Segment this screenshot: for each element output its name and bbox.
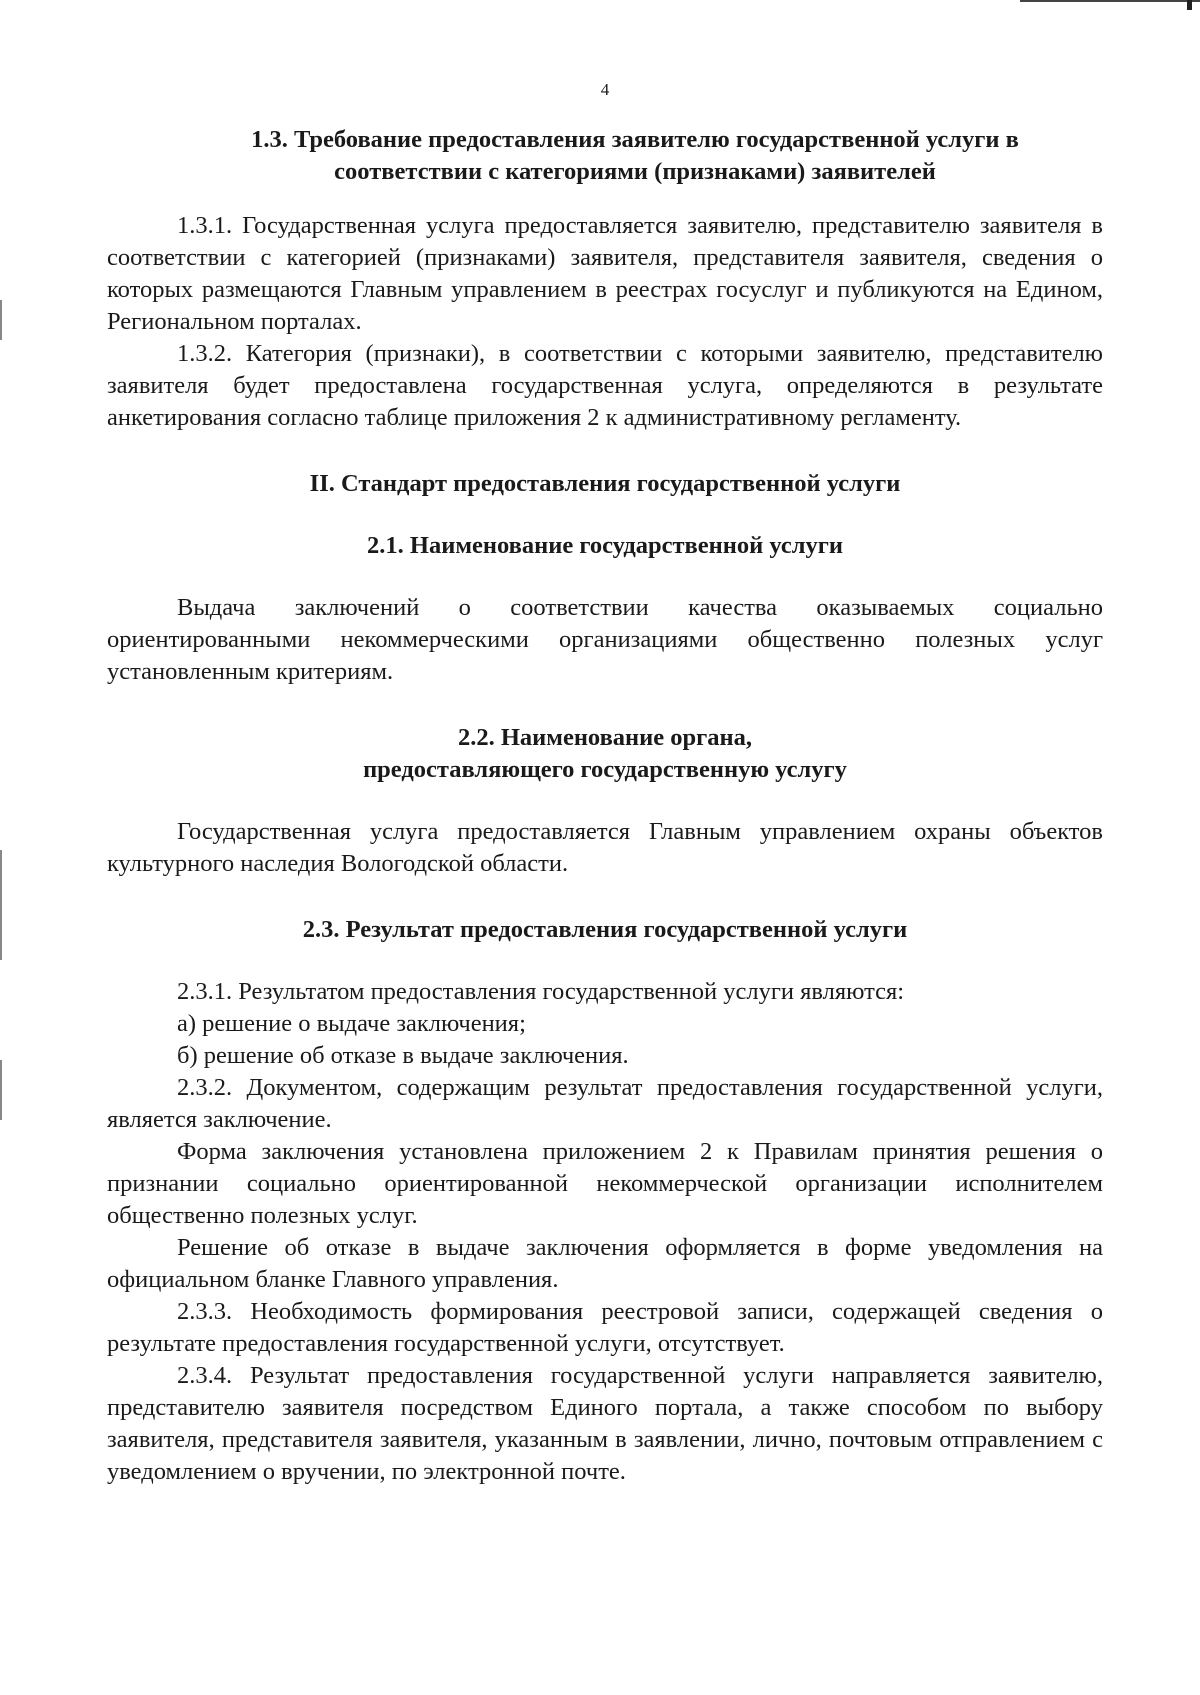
paragraph-2-1: Выдача заключений о соответствии качества оказываемых социально ориентированными некоммерческими организациями общественно полезных услуг установленным критериям. [107, 594, 1103, 685]
paragraph-2-3-2: 2.3.2. Документом, содержащим результат предоставления государственной услуги, является заключение. [107, 1074, 1103, 1133]
heading-line: предоставляющего государственную услугу [363, 756, 847, 783]
paragraph-1-3-1: 1.3.1. Государственная услуга предоставляется заявителю, представителю заявителя в соответствии с категорией (признаками) заявителя, представителя заявителя, сведения о которых размещаются Главным управлением в реестрах госуслуг и публикуются на Едином, Региональном порталах. [107, 212, 1103, 335]
list-item-a: а) решение о выдаче заключения; [177, 1010, 526, 1037]
section-heading-1-3 [107, 124, 1103, 188]
paragraph-2-3-4: 2.3.4. Результат предоставления государственной услуги направляется заявителю, представителю заявителя посредством Единого портала, а также способом по выбору заявителя, представителя заявителя, указанным в заявлении, лично, почтовым отправлением с уведомлением о вручении, по электронной почте. [107, 1362, 1103, 1485]
page-number: 4 [600, 80, 610, 99]
paragraph-2-3-3: 2.3.3. Необходимость формирования реестровой записи, содержащей сведения о результате предоставления государственной услуги, отсутствует. [107, 1298, 1103, 1357]
section-heading-2-3: 2.3. Результат предоставления государственной услуги [302, 916, 908, 943]
scan-artifact-mark [1187, 0, 1192, 10]
scan-artifact-line [1020, 0, 1200, 2]
heading-line: 2.2. Наименование органа, [457, 724, 753, 751]
paragraph-2-2: Государственная услуга предоставляется Главным управлением охраны объектов культурного наследия Вологодской области. [107, 818, 1103, 877]
paragraph-form: Форма заключения установлена приложением 2 к Правилам принятия решения о признании социально ориентированной некоммерческой организации исполнителем общественно полезных услуг. [107, 1138, 1103, 1229]
list-item-b: б) решение об отказе в выдаче заключения. [177, 1042, 629, 1069]
paragraph-refusal: Решение об отказе в выдаче заключения оформляется в форме уведомления на официальном бланке Главного управления. [107, 1234, 1103, 1293]
section-heading-II: II. Стандарт предоставления государственной услуги [309, 470, 901, 497]
scan-edge-mark [0, 1060, 2, 1120]
section-heading-2-2 [107, 722, 1103, 786]
paragraph-1-3-2: 1.3.2. Категория (признаки), в соответствии с которыми заявителю, представителю заявителя будет предоставлена государственная услуга, определяются в результате анкетирования согласно таблице приложения 2 к административному регламенту. [107, 340, 1103, 431]
scan-edge-mark [0, 850, 2, 960]
heading-line: соответствии с категориями (признаками) заявителей [334, 158, 936, 185]
paragraph-2-3-1: 2.3.1. Результатом предоставления государственной услуги являются: [177, 978, 905, 1005]
heading-line: 1.3. Требование предоставления заявителю государственной услуги в [251, 126, 1019, 153]
document-body [107, 124, 1103, 1488]
scan-edge-mark [0, 300, 2, 340]
section-heading-2-1: 2.1. Наименование государственной услуги [367, 532, 843, 559]
